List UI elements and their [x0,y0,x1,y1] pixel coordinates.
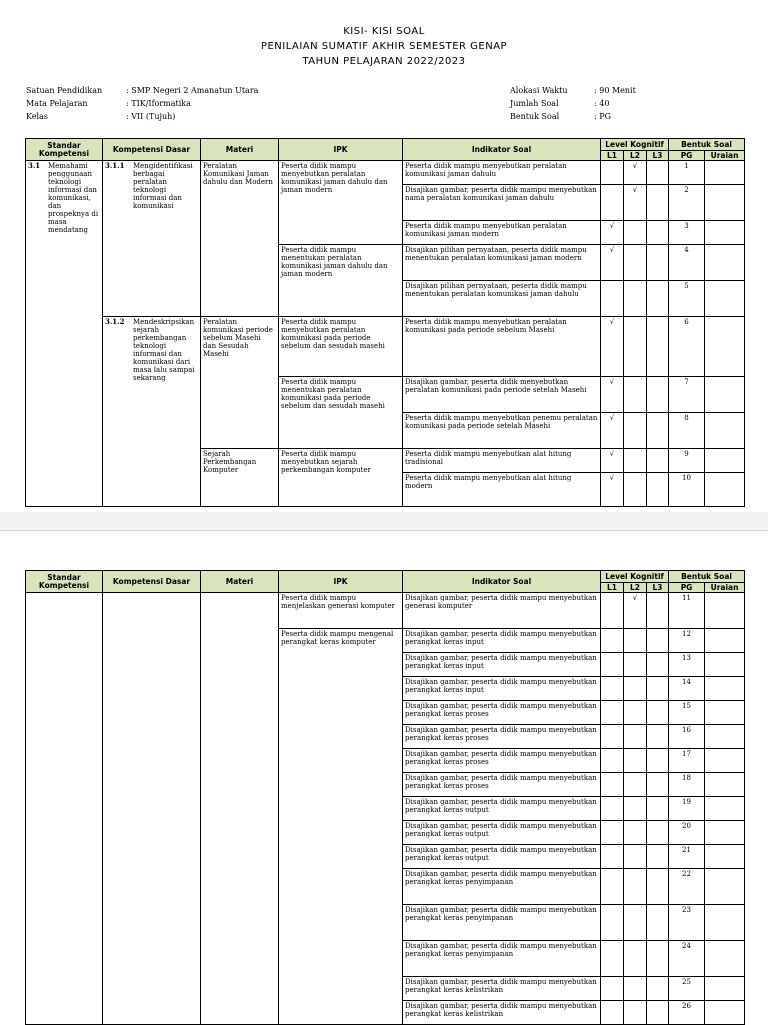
uraian-cell [705,161,745,185]
l3-cell [647,413,669,449]
header-materi: Materi [201,571,279,593]
l2-cell [624,725,647,749]
pg-cell: 6 [669,317,705,377]
pg-cell: 11 [669,593,705,629]
indikator-cell: Peserta didik mampu menyebutkan peralatan komunikasi pada periode sebelum Masehi [403,317,601,377]
header-sk: Standar Kompetensi [26,571,103,593]
l1-cell [601,749,624,773]
kd-text: Mengidentifikasi berbagai peralatan teknologi informasi dan komunikasi [133,162,193,210]
l2-cell [624,473,647,507]
l3-cell [647,629,669,653]
alokasi-value: : 90 Menit [594,86,636,95]
l3-cell [647,221,669,245]
pg-cell: 5 [669,281,705,317]
pg-cell: 24 [669,941,705,977]
l2-cell [624,905,647,941]
satuan-label: Satuan Pendidikan [26,86,103,95]
indikator-cell: Peserta didik mampu menyebutkan peralatan komunikasi jaman dahulu [403,161,601,185]
indikator-cell: Disajikan pilihan pernyataan, peserta didik mampu menentukan peralatan komunikasi jaman modern [403,245,601,281]
l3-cell [647,701,669,725]
uraian-cell [705,725,745,749]
l3-cell [647,941,669,977]
ipk-cell-5: Peserta didik mampu menyebutkan sejarah perkembangan komputer [279,449,403,507]
uraian-cell [705,677,745,701]
indikator-cell: Peserta didik mampu menyebutkan peralatan komunikasi jaman modern [403,221,601,245]
header-l3: L3 [647,151,669,161]
uraian-cell [705,413,745,449]
indikator-cell: Disajikan pilihan pernyataan, peserta didik mampu menentukan peralatan komunikasi jaman dahulu [403,281,601,317]
bentuk-label: Bentuk Soal [510,112,560,121]
uraian-cell [705,245,745,281]
l2-cell [624,845,647,869]
kd-code: 3.1.2 [105,317,125,326]
l3-cell [647,797,669,821]
l1-cell [601,977,624,1001]
uraian-cell [705,749,745,773]
l2-cell [624,677,647,701]
l3-cell [647,725,669,749]
uraian-cell [705,653,745,677]
indikator-cell: Disajikan gambar, peserta didik mampu menyebutkan perangkat keras proses [403,773,601,797]
pg-cell: 1 [669,161,705,185]
uraian-cell [705,797,745,821]
l3-cell [647,773,669,797]
indikator-cell: Disajikan gambar, peserta didik mampu menyebutkan perangkat keras penyimpanan [403,941,601,977]
indikator-cell: Disajikan gambar, peserta didik mampu menyebutkan perangkat keras input [403,653,601,677]
uraian-cell [705,941,745,977]
kisi-table-2 [25,570,745,1025]
pg-cell: 3 [669,221,705,245]
table-row [26,593,745,629]
indikator-cell: Disajikan gambar, peserta didik mampu menyebutkan perangkat keras output [403,821,601,845]
header-level: Level Kognitif [601,139,669,151]
l1-cell [601,773,624,797]
ipk-cell-4: Peserta didik mampu menentukan peralatan komunikasi pada periode sebelum dan sesudah masehi [279,377,403,449]
pg-cell: 14 [669,677,705,701]
pg-cell: 20 [669,821,705,845]
table-row [26,317,745,377]
indikator-cell: Disajikan gambar, peserta didik mampu menyebutkan perangkat keras kelistrikan [403,1001,601,1025]
kd-cell-2 [103,317,201,507]
doc-subtitle: PENILAIAN SUMATIF AKHIR SEMESTER GENAP [260,41,508,52]
document-page-1 [0,0,768,512]
header-indikator: Indikator Soal [403,139,601,161]
uraian-cell [705,449,745,473]
l2-cell [624,941,647,977]
ipk-cell-2: Peserta didik mampu menentukan peralatan komunikasi jaman dahulu dan jaman modern [279,245,403,317]
l1-cell [601,797,624,821]
header-materi: Materi [201,139,279,161]
l2-cell [624,653,647,677]
l1-cell [601,821,624,845]
pg-cell: 22 [669,869,705,905]
uraian-cell [705,869,745,905]
pg-cell: 9 [669,449,705,473]
document-page-2 [0,530,768,1025]
pg-cell: 26 [669,1001,705,1025]
header-l3: L3 [647,583,669,593]
uraian-cell [705,977,745,1001]
jumlah-value: : 40 [594,99,610,108]
l3-cell [647,377,669,413]
indikator-cell: Disajikan gambar, peserta didik mampu menyebutkan perangkat keras kelistrikan [403,977,601,1001]
l1-cell [601,281,624,317]
l2-cell [624,1001,647,1025]
kd-cell-1 [103,161,201,317]
l2-cell [624,977,647,1001]
pg-cell: 18 [669,773,705,797]
header-l1: L1 [601,583,624,593]
uraian-cell [705,845,745,869]
l2-cell [624,629,647,653]
indikator-cell: Disajikan gambar, peserta didik mampu menyebutkan perangkat keras proses [403,749,601,773]
ipk-cell-3: Peserta didik mampu menyebutkan peralatan komunikasi pada periode sebelum dan sesudah masehi [279,317,403,377]
l2-cell [624,821,647,845]
l1-cell: √ [601,377,624,413]
l3-cell [647,473,669,507]
kelas-value: : VII (Tujuh) [126,112,176,121]
header-uraian: Uraian [705,151,745,161]
l1-cell: √ [601,449,624,473]
l2-cell [624,773,647,797]
uraian-cell [705,593,745,629]
pg-cell: 2 [669,185,705,221]
l3-cell [647,869,669,905]
l3-cell [647,593,669,629]
jumlah-label: Jumlah Soal [510,99,559,108]
materi-cell [201,593,279,1025]
l3-cell [647,161,669,185]
l2-cell [624,701,647,725]
l1-cell [601,161,624,185]
uraian-cell [705,701,745,725]
indikator-cell: Disajikan gambar, peserta didik mampu menyebutkan perangkat keras penyimpanan [403,869,601,905]
kisi-table-1 [25,138,745,507]
uraian-cell [705,221,745,245]
l1-cell: √ [601,317,624,377]
l1-cell: √ [601,413,624,449]
header-bentuk: Bentuk Soal [669,139,745,151]
l2-cell [624,281,647,317]
l2-cell [624,413,647,449]
l1-cell [601,905,624,941]
l1-cell [601,869,624,905]
header-l1: L1 [601,151,624,161]
kd-text: Mendeskripsikan sejarah perkembangan teknologi informasi dan komunikasi dari masa lalu sampai sekarang [133,318,195,382]
uraian-cell [705,317,745,377]
l2-cell [624,221,647,245]
pg-cell: 7 [669,377,705,413]
bentuk-value: : PG [594,112,612,121]
meta-left [26,84,259,123]
uraian-cell [705,473,745,507]
l3-cell [647,449,669,473]
sk-cell [26,161,103,507]
indikator-cell: Disajikan gambar, peserta didik mampu menyebutkan perangkat keras penyimpanan [403,905,601,941]
header-uraian: Uraian [705,583,745,593]
header-ipk: IPK [279,139,403,161]
kd-cell [103,593,201,1025]
uraian-cell [705,629,745,653]
l3-cell [647,185,669,221]
indikator-cell: Disajikan gambar, peserta didik mampu menyebutkan perangkat keras output [403,797,601,821]
ipk-cell-1: Peserta didik mampu menyebutkan peralatan komunikasi jaman dahulu dan jaman modern [279,161,403,245]
pg-cell: 8 [669,413,705,449]
l1-cell [601,677,624,701]
l1-cell [601,653,624,677]
pg-cell: 25 [669,977,705,1001]
l1-cell [601,725,624,749]
uraian-cell [705,377,745,413]
indikator-cell: Peserta didik mampu menyebutkan penemu peralatan komunikasi pada periode setelah Masehi [403,413,601,449]
l3-cell [647,245,669,281]
sk-code: 3.1 [28,161,41,170]
l3-cell [647,977,669,1001]
kd-code: 3.1.1 [105,161,125,170]
header-kd: Kompetensi Dasar [103,139,201,161]
materi-cell-3: Sejarah Perkembangan Komputer [201,449,279,507]
kelas-label: Kelas [26,112,48,121]
l2-cell [624,449,647,473]
indikator-cell: Disajikan gambar, peserta didik mampu menyebutkan perangkat keras input [403,629,601,653]
ipk-cell-1: Peserta didik mampu menjelaskan generasi komputer [279,593,403,629]
materi-cell-2: Peralatan komunikasi periode sebelum Masehi dan Sesudah Masehi [201,317,279,449]
l1-cell [601,185,624,221]
l2-cell [624,797,647,821]
l1-cell [601,941,624,977]
header-pg: PG [669,583,705,593]
indikator-cell: Peserta didik mampu menyebutkan alat hitung modern [403,473,601,507]
header-indikator: Indikator Soal [403,571,601,593]
mapel-label: Mata Pelajaran [26,99,88,108]
ipk-cell-2: Peserta didik mampu mengenal perangkat keras komputer [279,629,403,1025]
l3-cell [647,905,669,941]
sk-cell [26,593,103,1025]
l1-cell: √ [601,221,624,245]
uraian-cell [705,821,745,845]
pg-cell: 16 [669,725,705,749]
uraian-cell [705,185,745,221]
pg-cell: 13 [669,653,705,677]
l1-cell [601,1001,624,1025]
sk-text: Memahami penggunaan teknologi informasi dan komunikasi, dan prospeknya di masa mendatang [48,162,99,234]
indikator-cell: Disajikan gambar, peserta didik menyebutkan peralatan komunikasi pada periode setelah Masehi [403,377,601,413]
mapel-value: : TIK/Iformatika [126,99,191,108]
pg-cell: 12 [669,629,705,653]
l2-cell [624,317,647,377]
l1-cell: √ [601,473,624,507]
indikator-cell: Disajikan gambar, peserta didik mampu menyebutkan generasi komputer [403,593,601,629]
header-ipk: IPK [279,571,403,593]
l1-cell [601,845,624,869]
l2-cell [624,869,647,905]
pg-cell: 17 [669,749,705,773]
header-l2: L2 [624,583,647,593]
doc-title: KISI- KISI SOAL [343,26,425,37]
l1-cell [601,593,624,629]
l2-cell [624,749,647,773]
l2-cell [624,377,647,413]
header-kd: Kompetensi Dasar [103,571,201,593]
table-row [26,161,745,185]
l1-cell [601,701,624,725]
l3-cell [647,845,669,869]
indikator-cell: Disajikan gambar, peserta didik mampu menyebutkan perangkat keras proses [403,725,601,749]
header-l2: L2 [624,151,647,161]
indikator-cell: Disajikan gambar, peserta didik mampu menyebutkan perangkat keras output [403,845,601,869]
l3-cell [647,653,669,677]
alokasi-label: Alokasi Waktu [510,86,568,95]
page-gap [0,512,768,530]
indikator-cell: Disajikan gambar, peserta didik mampu menyebutkan perangkat keras proses [403,701,601,725]
materi-cell-1: Peralatan Komunikasi Jaman dahulu dan Modern [201,161,279,317]
header-sk: Standar Kompetensi [26,139,103,161]
l3-cell [647,1001,669,1025]
indikator-cell: Disajikan gambar, peserta didik mampu menyebutkan nama peralatan komunikasi jaman dahulu [403,185,601,221]
meta-right [510,84,636,123]
satuan-value: : SMP Negeri 2 Amanatun Utara [126,86,259,95]
header-level: Level Kognitif [601,571,669,583]
l1-cell: √ [601,245,624,281]
uraian-cell [705,1001,745,1025]
uraian-cell [705,905,745,941]
pg-cell: 19 [669,797,705,821]
l2-cell: √ [624,593,647,629]
l1-cell [601,629,624,653]
header-pg: PG [669,151,705,161]
l3-cell [647,281,669,317]
indikator-cell: Peserta didik mampu menyebutkan alat hitung tradisional [403,449,601,473]
l3-cell [647,821,669,845]
l2-cell [624,245,647,281]
l3-cell [647,749,669,773]
header-bentuk: Bentuk Soal [669,571,745,583]
pg-cell: 10 [669,473,705,507]
doc-year: TAHUN PELAJARAN 2022/2023 [302,56,466,67]
l3-cell [647,677,669,701]
pg-cell: 4 [669,245,705,281]
pg-cell: 23 [669,905,705,941]
l3-cell [647,317,669,377]
uraian-cell [705,773,745,797]
l2-cell: √ [624,185,647,221]
uraian-cell [705,281,745,317]
pg-cell: 21 [669,845,705,869]
indikator-cell: Disajikan gambar, peserta didik mampu menyebutkan perangkat keras input [403,677,601,701]
pg-cell: 15 [669,701,705,725]
l2-cell: √ [624,161,647,185]
